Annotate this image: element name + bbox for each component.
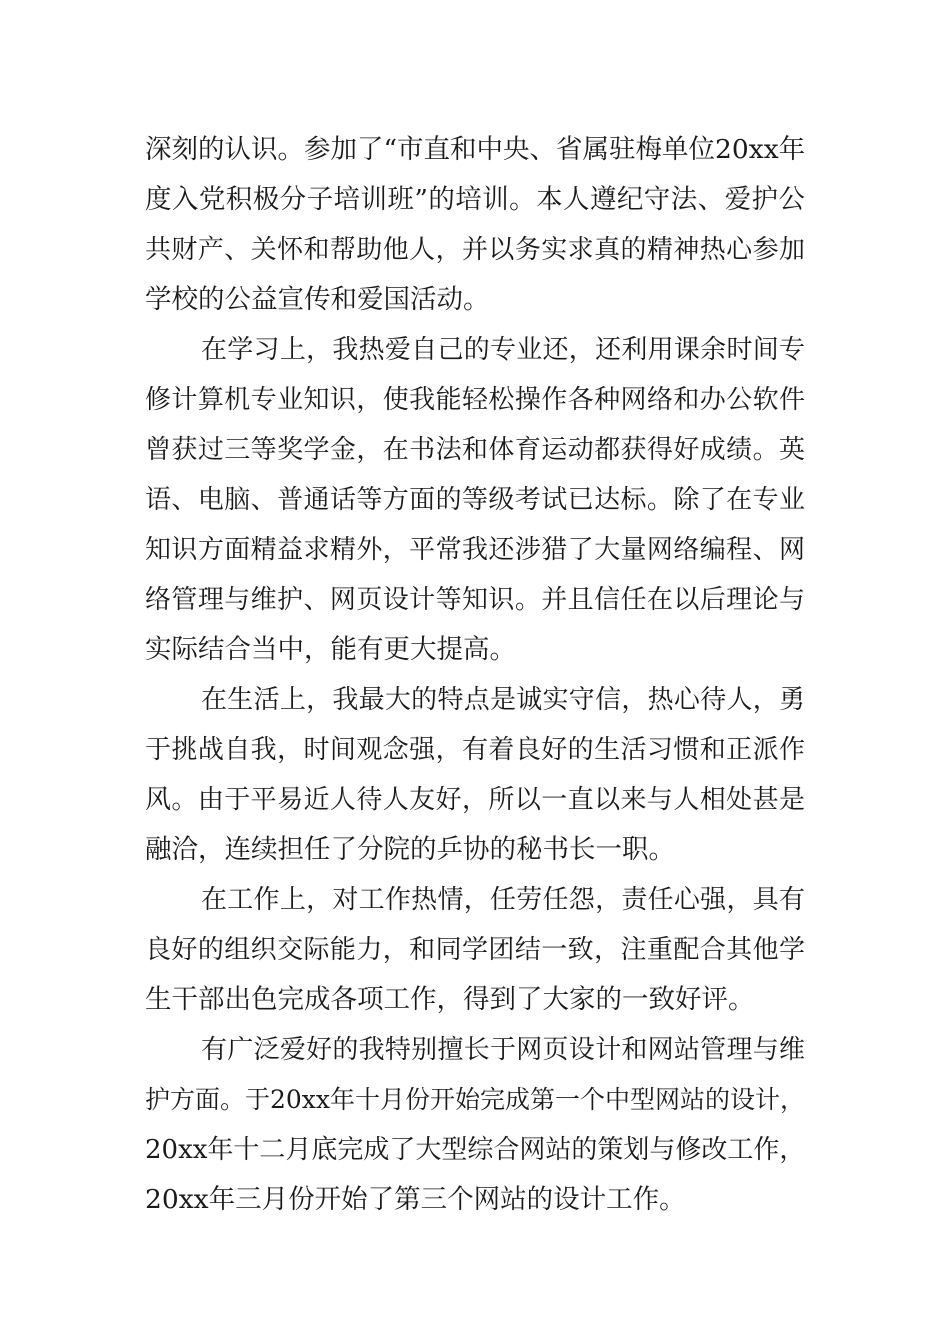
paragraph-2-line-5: 知识方面精益求精外，平常我还涉猎了大量网络编程、网: [145, 535, 805, 565]
paragraph-3-line-4: 融洽，连续担任了分院的乒协的秘书长一职。: [145, 834, 675, 865]
paragraph-5-line-3: 20xx年十二月底完成了大型综合网站的策划与修改工作，: [145, 1135, 806, 1165]
paragraph-5-line-2: 护方面。于20xx年十月份开始完成第一个中型网站的设计，: [145, 1085, 806, 1114]
paragraph-1-line-3: 共财产、关怀和帮助他人，并以务实求真的精神热心参加: [145, 235, 805, 265]
paragraph-4-line-3: 生干部出色完成各项工作，得到了大家的一致好评。: [145, 984, 755, 1015]
paragraph-5-line-4: 20xx年三月份开始了第三个网站的设计工作。: [145, 1184, 686, 1215]
paragraph-1-line-4: 学校的公益宣传和爱国活动。: [145, 284, 490, 315]
paragraph-4-line-1: 在工作上，对工作热情，任劳任怨，责任心强，具有: [201, 885, 805, 915]
paragraph-2-line-7: 实际结合当中，能有更大提高。: [145, 634, 516, 665]
paragraph-3-line-3: 风。由于平易近人待人友好，所以一直以来与人相处甚是: [145, 785, 805, 815]
paragraph-2-line-2: 修计算机专业知识，使我能轻松操作各种网络和办公软件: [145, 385, 805, 415]
paragraph-2-line-4: 语、电脑、普通话等方面的等级考试已达标。除了在专业: [145, 485, 805, 515]
paragraph-3-line-1: 在生活上，我最大的特点是诚实守信，热心待人，勇: [201, 685, 805, 715]
paragraph-3-line-2: 于挑战自我，时间观念强，有着良好的生活习惯和正派作: [145, 735, 805, 765]
paragraph-5-line-1: 有广泛爱好的我特别擅长于网页设计和网站管理与维: [201, 1035, 805, 1065]
paragraph-2-line-1: 在学习上，我热爱自己的专业还，还利用课余时间专: [201, 335, 805, 365]
paragraph-1-line-1: 深刻的认识。参加了“市直和中央、省属驻梅单位20xx年: [145, 134, 806, 165]
paragraph-2-line-6: 络管理与维护、网页设计等知识。并且信任在以后理论与: [145, 585, 805, 615]
paragraph-2-line-3: 曾获过三等奖学金，在书法和体育运动都获得好成绩。英: [145, 435, 805, 465]
paragraph-4-line-2: 良好的组织交际能力，和同学团结一致，注重配合其他学: [145, 935, 805, 965]
paragraph-1-line-2: 度入党积极分子培训班”的培训。本人遵纪守法、爱护公: [145, 184, 805, 215]
